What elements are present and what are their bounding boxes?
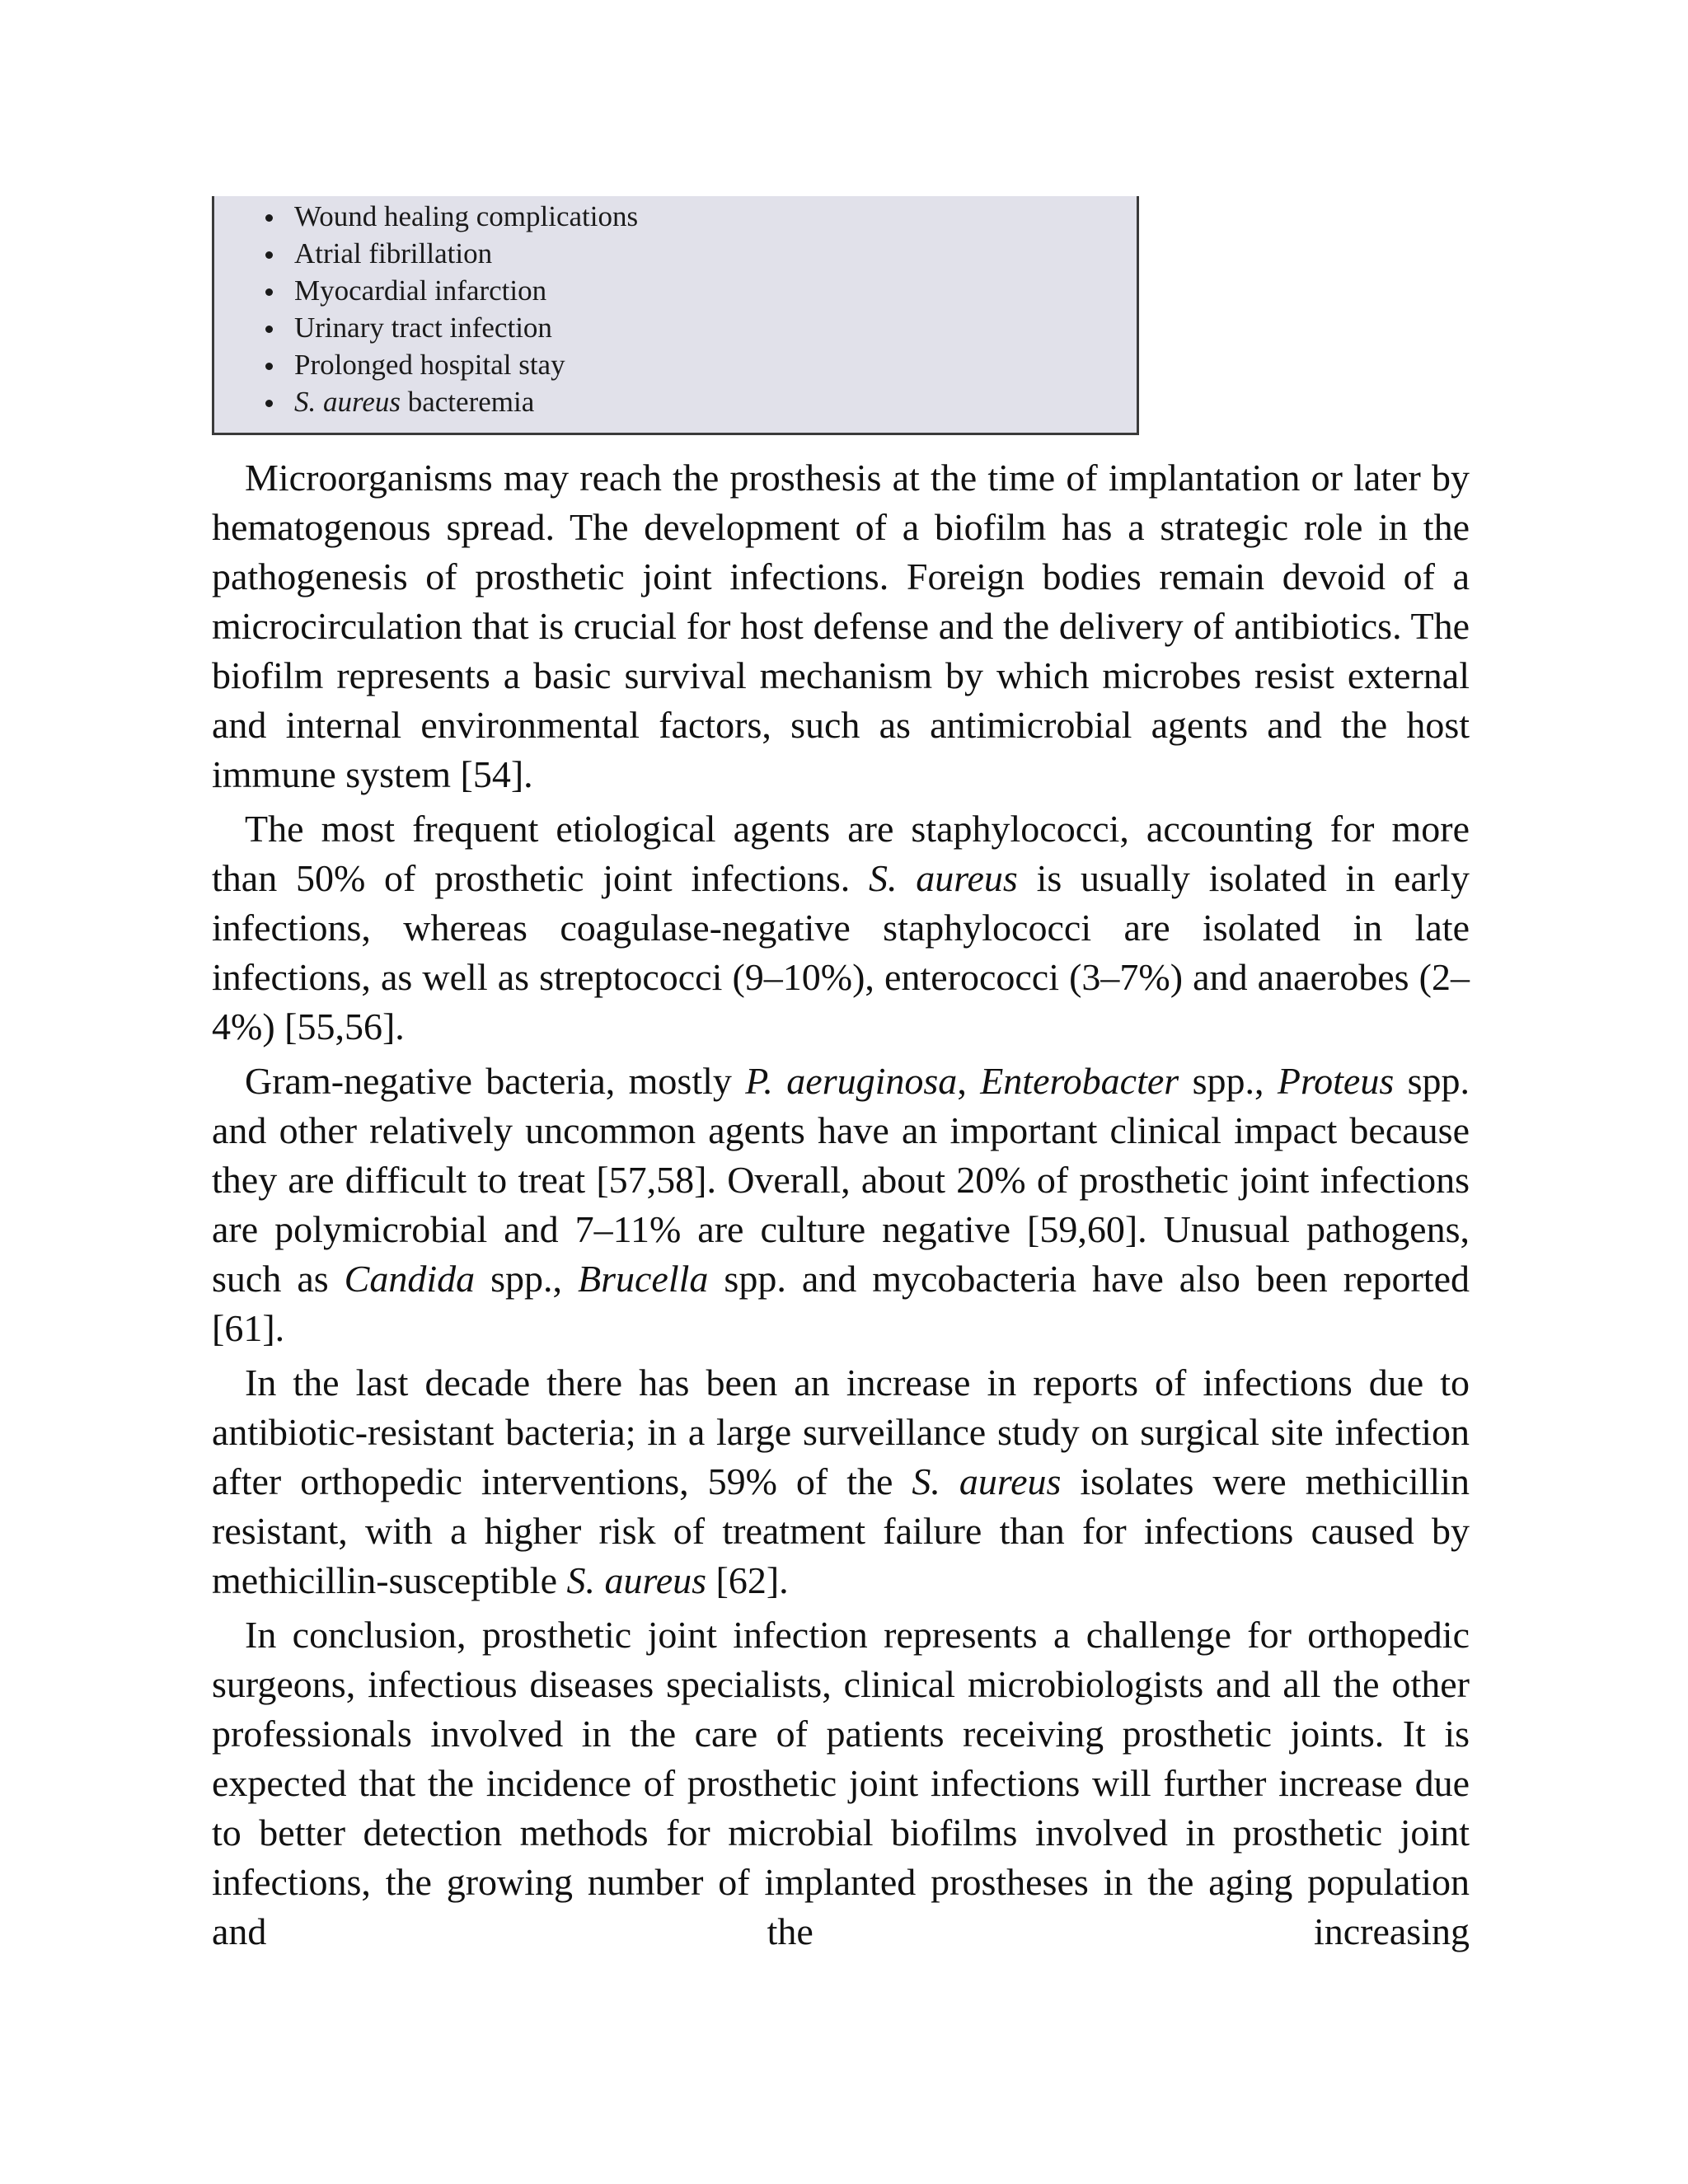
list-item: S. aureus bacteremia: [214, 383, 638, 420]
paragraph-biofilm: Microorganisms may reach the prosthesis at the time of implantation or later by hematogenous spread. The development of a biofilm has a strategic role in the pathogenesis of prosthetic joint infections. Foreign bodies remain devoid of a microcirculation that is crucial for host defense and the delivery of antibiotics. The biofilm represents a basic survival mechanism by which microbes resist external and internal environmental factors, such as antimicrobial agents and the host immune system [54].: [212, 457, 1470, 795]
paragraph-resistance: In the last decade there has been an increase in reports of infections due to antibiotic-resistant bacteria; in a large surveillance study on surgical site infection after orthopedic interventions, 59% of the S. aureus isolates were methicillin resistant, with a higher risk of treatment failure than for infections caused by methicillin-susceptible S. aureus [62].: [212, 1361, 1470, 1601]
list-item: Atrial fibrillation: [214, 235, 638, 272]
list-item: Wound healing complications: [214, 198, 638, 235]
complications-list: [214, 198, 638, 420]
body-text: [212, 453, 1470, 1961]
paragraph-etiological-agents: The most frequent etiological agents are staphylococci, accounting for more than 50% of prosthetic joint infections. S. aureus is usually isolated in early infections, whereas coagulase-negative staphylococci are isolated in late infections, as well as streptococci (9–10%), enterococci (3–7%) and anaerobes (2–4%) [55,56].: [212, 808, 1470, 1047]
bullet-icon: [265, 400, 273, 407]
list-item: Prolonged hospital stay: [214, 346, 638, 383]
bullet-icon: [265, 363, 273, 370]
paragraph-gram-negative: Gram-negative bacteria, mostly P. aeruginosa, Enterobacter spp., Proteus spp. and other relatively uncommon agents have an important clinical impact because they are difficult to treat [57,58]. Overall, about 20% of prosthetic joint infections are polymicrobial and 7–11% are culture negative [59,60]. Unusual pathogens, such as Candida spp., Brucella spp. and mycobacteria have also been reported [61].: [212, 1060, 1470, 1349]
bullet-icon: [265, 251, 273, 259]
bullet-icon: [265, 326, 273, 333]
complications-box: [212, 196, 1139, 435]
bullet-icon: [265, 288, 273, 296]
list-item: Myocardial infarction: [214, 272, 638, 309]
list-item: Urinary tract infection: [214, 309, 638, 346]
paragraph-conclusion: In conclusion, prosthetic joint infection represents a challenge for orthopedic surgeons, infectious diseases specialists, clinical microbiologists and all the other professionals involved in the care of patients receiving prosthetic joints. It is expected that the incidence of prosthetic joint infections will further increase due to better detection methods for microbial biofilms involved in prosthetic joint infections, the growing number of implanted prostheses in the aging population and the increasing: [212, 1614, 1470, 1952]
bullet-icon: [265, 214, 273, 222]
